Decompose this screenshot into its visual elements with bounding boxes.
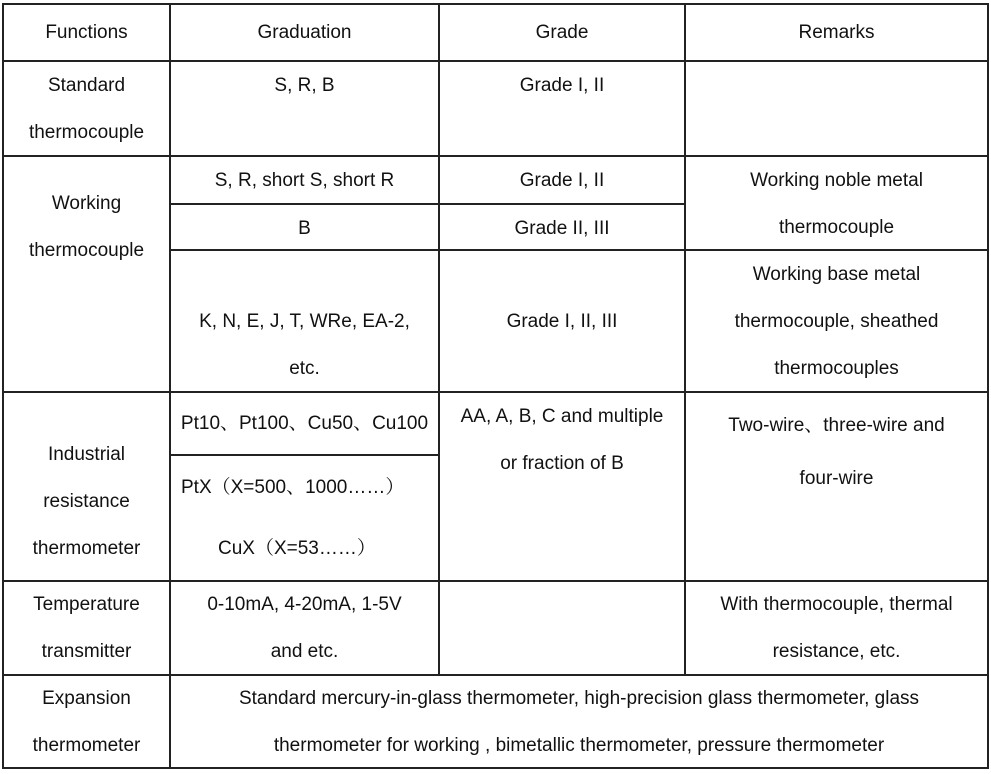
standard-function-cell: Standard thermocouple — [4, 62, 171, 157]
thermometer-functions-table — [2, 3, 989, 769]
header-grade: Grade — [440, 5, 686, 62]
transmitter-function-cell: Temperature transmitter — [4, 582, 171, 676]
header-graduation: Graduation — [171, 5, 440, 62]
transmitter-grade-cell — [440, 582, 686, 676]
standard-grade-cell: Grade I, II — [440, 62, 686, 157]
working-graduation-2-cell: B — [171, 205, 440, 251]
header-remarks: Remarks — [686, 5, 989, 62]
expansion-function-cell: Expansion thermometer — [4, 676, 171, 769]
transmitter-remarks-cell: With thermocouple, thermal resistance, etc. — [686, 582, 989, 676]
header-functions: Functions — [4, 5, 171, 62]
working-grade-1-cell: Grade I, II — [440, 157, 686, 205]
working-graduation-1-cell: S, R, short S, short R — [171, 157, 440, 205]
working-grade-2-cell: Grade II, III — [440, 205, 686, 251]
working-remarks-noble-cell: Working noble metal thermocouple — [686, 157, 989, 251]
transmitter-graduation-cell: 0-10mA, 4-20mA, 1-5V and etc. — [171, 582, 440, 676]
standard-remarks-cell — [686, 62, 989, 157]
resistance-function-cell: Industrial resistance thermometer — [4, 393, 171, 582]
working-function-cell: Working thermocouple — [4, 157, 171, 393]
working-graduation-3-cell: K, N, E, J, T, WRe, EA-2, etc. — [171, 251, 440, 393]
working-grade-3-cell: Grade I, II, III — [440, 251, 686, 393]
standard-graduation-cell: S, R, B — [171, 62, 440, 157]
expansion-description-cell: Standard mercury-in-glass thermometer, high-precision glass thermometer, glass thermometer for working , bimetallic thermometer, pressure thermometer — [171, 676, 989, 769]
resistance-grade-cell: AA, A, B, C and multiple or fraction of B — [440, 393, 686, 582]
resistance-graduation-2-cell: PtX（X=500、1000……） CuX（X=53……） — [171, 456, 440, 582]
resistance-remarks-cell: Two-wire、three-wire and four-wire — [686, 393, 989, 582]
working-remarks-base-cell: Working base metal thermocouple, sheathed thermocouples — [686, 251, 989, 393]
resistance-graduation-1-cell: Pt10、Pt100、Cu50、Cu100 — [171, 393, 440, 456]
